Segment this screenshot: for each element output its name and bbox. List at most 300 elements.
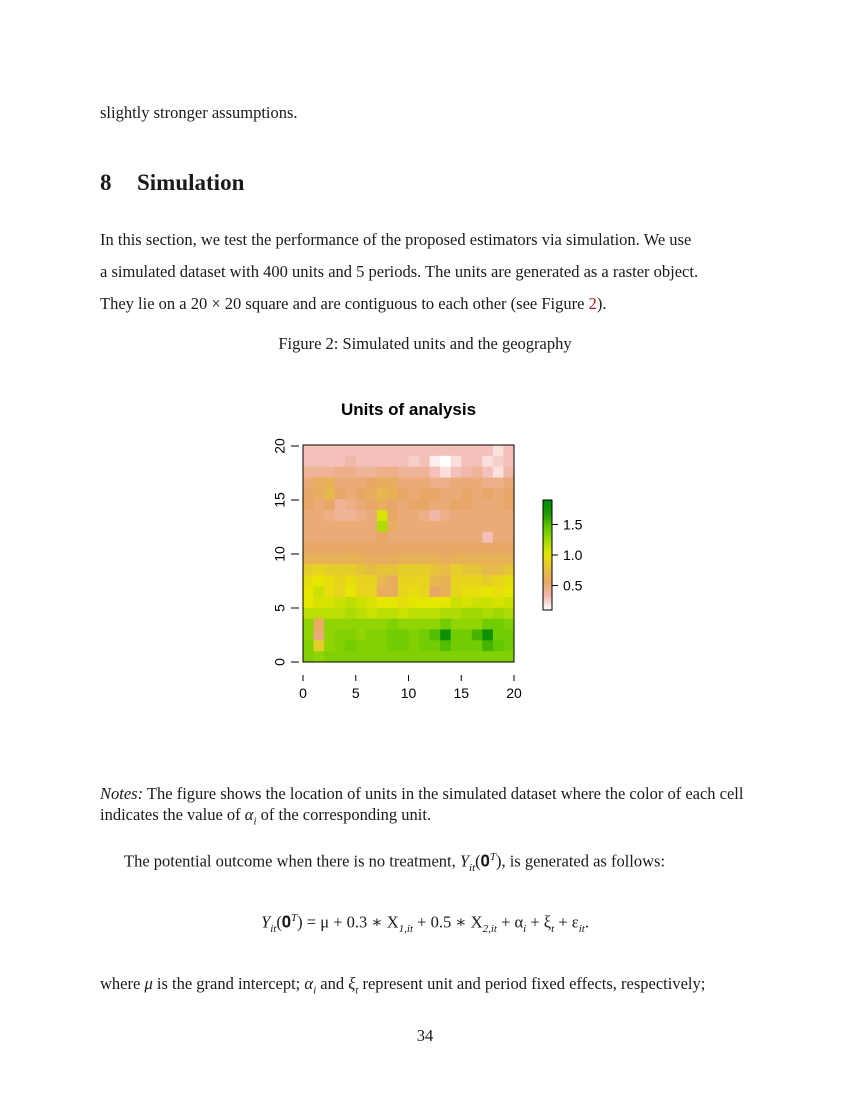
eq-rhs-part: + α <box>496 912 524 932</box>
heatmap-cell <box>303 586 314 597</box>
heatmap-cell <box>419 608 430 619</box>
legend-gradient-segment <box>543 588 552 590</box>
heatmap-cell <box>398 467 409 478</box>
heatmap-cell <box>314 543 325 554</box>
eq-lhs-close: ) <box>297 912 303 932</box>
heatmap-cell <box>430 445 441 456</box>
heatmap-cell <box>324 651 335 662</box>
legend-gradient-segment <box>543 562 552 564</box>
heatmap-cell <box>482 445 493 456</box>
heatmap-cell <box>493 499 504 510</box>
where-text: where <box>100 974 145 993</box>
legend-gradient-segment <box>543 502 552 504</box>
eq-lhs-sup: T <box>291 912 298 924</box>
heatmap-cell <box>451 640 462 651</box>
heatmap-cell <box>303 499 314 510</box>
heatmap-cell <box>451 608 462 619</box>
heatmap-cell <box>503 543 514 554</box>
heatmap-cell <box>440 467 451 478</box>
legend-gradient-segment <box>543 595 552 597</box>
heatmap-cell <box>324 532 335 543</box>
heatmap-cell <box>366 608 377 619</box>
legend-gradient-segment <box>543 579 552 581</box>
page-number: 34 <box>416 1026 434 1045</box>
eq-lhs-y: Y <box>261 912 271 932</box>
heatmap-cell <box>451 478 462 489</box>
heatmap-cell <box>451 510 462 521</box>
heatmap-cell <box>335 575 346 586</box>
heatmap-cell <box>482 488 493 499</box>
heatmap-cell <box>409 629 420 640</box>
heatmap-cell <box>314 564 325 575</box>
legend-gradient-segment <box>543 524 552 526</box>
heatmap-cell <box>409 564 420 575</box>
legend-gradient-segment <box>543 577 552 579</box>
notes-label: Notes: <box>100 784 144 803</box>
heatmap-cell <box>366 564 377 575</box>
heatmap-cell <box>377 575 388 586</box>
heatmap-cell <box>503 651 514 662</box>
heatmap-cell <box>345 499 356 510</box>
heatmap-cell <box>377 586 388 597</box>
heatmap-cell <box>482 597 493 608</box>
heatmap-cell <box>314 478 325 489</box>
heatmap-cell <box>335 629 346 640</box>
heatmap-cell <box>419 532 430 543</box>
heatmap-cell <box>461 467 472 478</box>
heatmap-cell <box>387 564 398 575</box>
heatmap-cell <box>345 478 356 489</box>
heatmap-cell <box>409 488 420 499</box>
heatmap-cell <box>482 564 493 575</box>
heatmap-cell <box>472 651 483 662</box>
legend-gradient-segment <box>543 542 552 544</box>
legend-gradient-segment <box>543 526 552 528</box>
heatmap-cell <box>493 564 504 575</box>
heatmap-cell <box>387 445 398 456</box>
legend-gradient-segment <box>543 555 552 557</box>
heatmap-cell <box>335 478 346 489</box>
section-heading <box>100 170 244 196</box>
heatmap-cell <box>430 532 441 543</box>
heatmap-cell <box>345 629 356 640</box>
legend-gradient-segment <box>543 564 552 566</box>
heatmap-cell <box>409 445 420 456</box>
heatmap-cell <box>377 521 388 532</box>
legend-gradient-segment <box>543 518 552 520</box>
heatmap-cell <box>356 597 367 608</box>
outcome-equation <box>0 912 850 935</box>
heatmap-cell <box>356 629 367 640</box>
heatmap-cell <box>482 608 493 619</box>
legend-gradient-segment <box>543 515 552 517</box>
heatmap-cell <box>440 608 451 619</box>
heatmap-cell <box>493 456 504 467</box>
heatmap-cell <box>493 532 504 543</box>
section-number: 8 <box>100 170 112 195</box>
heatmap-cell <box>398 575 409 586</box>
heatmap-cell <box>472 608 483 619</box>
legend-gradient-segment <box>543 551 552 553</box>
heatmap-cell <box>314 597 325 608</box>
heatmap-cell <box>345 467 356 478</box>
heatmap-cell <box>430 499 441 510</box>
heatmap-cell <box>366 510 377 521</box>
heatmap-cell <box>324 554 335 565</box>
heatmap-cell <box>387 521 398 532</box>
heatmap-cell <box>398 510 409 521</box>
heatmap-cell <box>493 445 504 456</box>
eq-xi-sub: t <box>551 922 555 935</box>
heatmap-cell <box>356 651 367 662</box>
heatmap-cell <box>314 488 325 499</box>
heatmap-cell <box>409 608 420 619</box>
legend-tick-label: 1.5 <box>563 516 583 533</box>
heatmap-cell <box>356 554 367 565</box>
heatmap-cell <box>387 640 398 651</box>
heatmap-cell <box>398 597 409 608</box>
heatmap-cell <box>440 499 451 510</box>
heatmap-cell <box>314 651 325 662</box>
legend-gradient-segment <box>543 566 552 568</box>
heatmap-cell <box>493 467 504 478</box>
heatmap-cell <box>345 586 356 597</box>
notes-symbol-sub: i <box>253 815 257 828</box>
y-tick-label: 10 <box>271 546 288 562</box>
heatmap-cell <box>303 564 314 575</box>
heatmap-cell <box>440 640 451 651</box>
heatmap-cell <box>409 499 420 510</box>
eq-rhs-part: + ε <box>554 912 579 932</box>
heatmap-cell <box>377 499 388 510</box>
heatmap-cell <box>503 608 514 619</box>
heatmap-cell <box>335 640 346 651</box>
notes-symbol: α <box>244 805 254 824</box>
heatmap-cell <box>387 629 398 640</box>
heatmap-cell <box>387 510 398 521</box>
heatmap-cell <box>377 608 388 619</box>
heatmap-cell <box>335 651 346 662</box>
heatmap-cell <box>356 586 367 597</box>
heatmap-cell <box>503 510 514 521</box>
outcome-arg-close: ) <box>495 851 502 871</box>
heatmap-cell <box>440 456 451 467</box>
heatmap-cell <box>398 619 409 630</box>
legend-gradient-segment <box>543 570 552 572</box>
x-tick-label: 10 <box>400 685 417 701</box>
heatmap-cell <box>356 640 367 651</box>
heatmap-cell <box>419 445 430 456</box>
heatmap-cell <box>430 640 441 651</box>
legend-gradient-segment <box>543 535 552 537</box>
heatmap-cell <box>366 575 377 586</box>
legend-gradient-segment <box>543 557 552 559</box>
heatmap-cell <box>398 532 409 543</box>
heatmap-cell <box>377 445 388 456</box>
heatmap-cell <box>409 478 420 489</box>
heatmap-cell <box>503 478 514 489</box>
heatmap-cell <box>440 445 451 456</box>
heatmap-cell <box>345 510 356 521</box>
figure-ref-link[interactable]: 2 <box>588 294 597 313</box>
heatmap-cell <box>461 651 472 662</box>
heatmap-cell <box>387 554 398 565</box>
heatmap-cell <box>461 597 472 608</box>
heatmap-cell <box>493 597 504 608</box>
heatmap-cell <box>324 445 335 456</box>
heatmap-cell <box>419 488 430 499</box>
heatmap-cell <box>387 488 398 499</box>
heatmap-cell <box>324 597 335 608</box>
heatmap-cell <box>356 608 367 619</box>
eq-x1-sub: 1,it <box>398 922 414 935</box>
heatmap-cell <box>472 510 483 521</box>
heatmap-cell <box>335 619 346 630</box>
outcome-arg-sup: T <box>489 851 496 863</box>
heatmap-cell <box>303 456 314 467</box>
heatmap-cell <box>503 564 514 575</box>
heatmap-cell <box>366 629 377 640</box>
heatmap-cell <box>482 521 493 532</box>
heatmap-cell <box>356 564 367 575</box>
heatmap-cell <box>314 456 325 467</box>
heatmap-cell <box>398 564 409 575</box>
heatmap-cell <box>409 619 420 630</box>
heatmap-cell <box>419 619 430 630</box>
heatmap-cell <box>440 532 451 543</box>
legend-gradient-segment <box>543 544 552 546</box>
where-mu: μ <box>144 974 153 993</box>
legend-tick-label: 1.0 <box>563 547 583 563</box>
heatmap-cell <box>503 521 514 532</box>
heatmap-cell <box>303 445 314 456</box>
heatmap-cell <box>451 445 462 456</box>
heatmap-cell <box>430 554 441 565</box>
legend-gradient-segment <box>543 550 552 552</box>
heatmap-cell <box>451 564 462 575</box>
heatmap-cell <box>430 456 441 467</box>
heatmap-cell <box>398 456 409 467</box>
heatmap-cell <box>461 488 472 499</box>
eq-rhs-part: = μ + 0.3 ∗ X <box>302 912 399 932</box>
legend-gradient-segment <box>543 546 552 548</box>
heatmap-cell <box>472 478 483 489</box>
heatmap-cell <box>419 575 430 586</box>
x-tick-label: 0 <box>299 685 307 701</box>
heatmap-cell <box>409 521 420 532</box>
heatmap-cell <box>356 445 367 456</box>
notes-text: of the corresponding unit. <box>256 805 432 824</box>
heatmap-cell <box>345 640 356 651</box>
heatmap-cell <box>419 564 430 575</box>
heatmap-cell <box>440 586 451 597</box>
section-paragraph <box>100 224 752 320</box>
where-text: and <box>316 974 349 993</box>
heatmap-cell <box>482 499 493 510</box>
heatmap-cell <box>472 532 483 543</box>
heatmap-cell <box>430 586 441 597</box>
heatmap-cell <box>419 543 430 554</box>
heatmap-cell <box>440 543 451 554</box>
heatmap-cell <box>482 478 493 489</box>
heatmap-cell <box>345 456 356 467</box>
heatmap-cell <box>440 597 451 608</box>
heatmap-cell <box>440 488 451 499</box>
heatmap-cell <box>345 488 356 499</box>
legend-tick-label: 0.5 <box>563 577 583 594</box>
heatmap-cell <box>482 510 493 521</box>
outcome-text: The potential outcome when there is no treatment, <box>124 851 460 871</box>
legend-gradient-segment <box>543 583 552 585</box>
heatmap-cell <box>377 467 388 478</box>
heatmap-cell <box>430 629 441 640</box>
heatmap-cell <box>482 640 493 651</box>
heatmap-cell <box>324 619 335 630</box>
heatmap-cell <box>377 554 388 565</box>
outcome-y-sub: it <box>469 861 476 874</box>
heatmap-cell <box>366 586 377 597</box>
heatmap-cell <box>324 467 335 478</box>
legend-gradient-segment <box>543 561 552 563</box>
legend-gradient-segment <box>543 548 552 550</box>
heatmap-cell <box>472 564 483 575</box>
heatmap-cell <box>387 456 398 467</box>
heatmap-cell <box>461 640 472 651</box>
heatmap-cell <box>387 543 398 554</box>
legend-gradient-segment <box>543 537 552 539</box>
heatmap-cell <box>503 597 514 608</box>
heatmap-cell <box>377 456 388 467</box>
legend-gradient-segment <box>543 581 552 583</box>
where-sentence <box>100 974 705 996</box>
eq-rhs-part: + 0.5 ∗ X <box>413 912 483 932</box>
heatmap-cell <box>451 521 462 532</box>
heatmap-cell <box>398 608 409 619</box>
heatmap-cell <box>377 543 388 554</box>
heatmap-cell <box>345 651 356 662</box>
heatmap-cell <box>440 564 451 575</box>
heatmap-cell <box>440 619 451 630</box>
heatmap-cell <box>430 597 441 608</box>
heatmap-cell <box>335 608 346 619</box>
legend-gradient-segment <box>543 522 552 524</box>
heatmap-cell <box>493 640 504 651</box>
legend-gradient-segment <box>543 517 552 519</box>
heatmap-cell <box>356 510 367 521</box>
heatmap-cell <box>472 586 483 597</box>
y-tick-label: 15 <box>271 492 288 508</box>
heatmap-cell <box>430 619 441 630</box>
heatmap-cell <box>345 597 356 608</box>
heatmap-cell <box>387 575 398 586</box>
heatmap-cell <box>324 543 335 554</box>
heatmap-cell <box>472 640 483 651</box>
heatmap-cell <box>493 554 504 565</box>
eq-rhs-part: + ξ <box>526 912 552 932</box>
heatmap-cell <box>493 543 504 554</box>
heatmap-cell <box>314 629 325 640</box>
heatmap-cell <box>472 597 483 608</box>
heatmap-cell <box>409 586 420 597</box>
heatmap-cell <box>335 499 346 510</box>
legend-gradient-segment <box>543 584 552 586</box>
paragraph-text: They lie on a 20 × 20 square and are contiguous to each other (see Figure <box>100 294 589 313</box>
heatmap-cell <box>409 510 420 521</box>
heatmap-cell <box>430 543 441 554</box>
heatmap-cell <box>419 651 430 662</box>
heatmap-cell <box>356 619 367 630</box>
heatmap-cell <box>345 619 356 630</box>
heatmap-cell <box>314 532 325 543</box>
heatmap-cell <box>303 488 314 499</box>
heatmap-cell <box>461 478 472 489</box>
heatmap-cell <box>493 608 504 619</box>
legend-gradient-segment <box>543 506 552 508</box>
heatmap-cell <box>366 543 377 554</box>
heatmap-cell <box>440 575 451 586</box>
heatmap-cell <box>472 629 483 640</box>
heatmap-cell <box>472 445 483 456</box>
heatmap-cell <box>377 597 388 608</box>
legend-gradient-segment <box>543 601 552 603</box>
where-xi-sub: t <box>355 984 359 997</box>
heatmap-cell <box>345 521 356 532</box>
heatmap-cell <box>409 575 420 586</box>
heatmap-cell <box>419 467 430 478</box>
heatmap-cell <box>335 510 346 521</box>
heatmap-cell <box>303 521 314 532</box>
heatmap-cell <box>409 554 420 565</box>
heatmap-cell <box>482 543 493 554</box>
heatmap-cell <box>366 640 377 651</box>
heatmap-cell <box>440 510 451 521</box>
legend-gradient-segment <box>543 509 552 511</box>
heatmap-cell <box>451 575 462 586</box>
heatmap-cell <box>387 597 398 608</box>
where-xi: ξ <box>348 974 356 993</box>
heatmap-cell <box>366 488 377 499</box>
heatmap-cell <box>303 629 314 640</box>
heatmap-cell <box>461 499 472 510</box>
heatmap-cell <box>356 532 367 543</box>
heatmap-cell <box>324 488 335 499</box>
heatmap-cell <box>356 467 367 478</box>
legend-gradient-segment <box>543 592 552 594</box>
legend-gradient-segment <box>543 531 552 533</box>
where-alpha-sub: i <box>313 984 317 997</box>
heatmap-cell <box>482 467 493 478</box>
heatmap-cell <box>377 619 388 630</box>
heatmap-cell <box>398 543 409 554</box>
legend-gradient-segment <box>543 559 552 561</box>
heatmap-cell <box>303 651 314 662</box>
heatmap-cell <box>419 629 430 640</box>
heatmap-cell <box>461 543 472 554</box>
heatmap-cell <box>398 554 409 565</box>
legend-gradient-segment <box>543 586 552 588</box>
heatmap-cell <box>440 521 451 532</box>
heatmap-cell <box>345 554 356 565</box>
heatmap-cell <box>419 499 430 510</box>
heatmap-cell <box>387 478 398 489</box>
heatmap-cell <box>324 510 335 521</box>
where-text: is the grand intercept; <box>152 974 305 993</box>
heatmap-cell <box>451 467 462 478</box>
heatmap-cell <box>303 478 314 489</box>
heatmap-cell <box>314 619 325 630</box>
eq-lhs-sub: it <box>270 922 277 935</box>
heatmap-cell <box>356 488 367 499</box>
